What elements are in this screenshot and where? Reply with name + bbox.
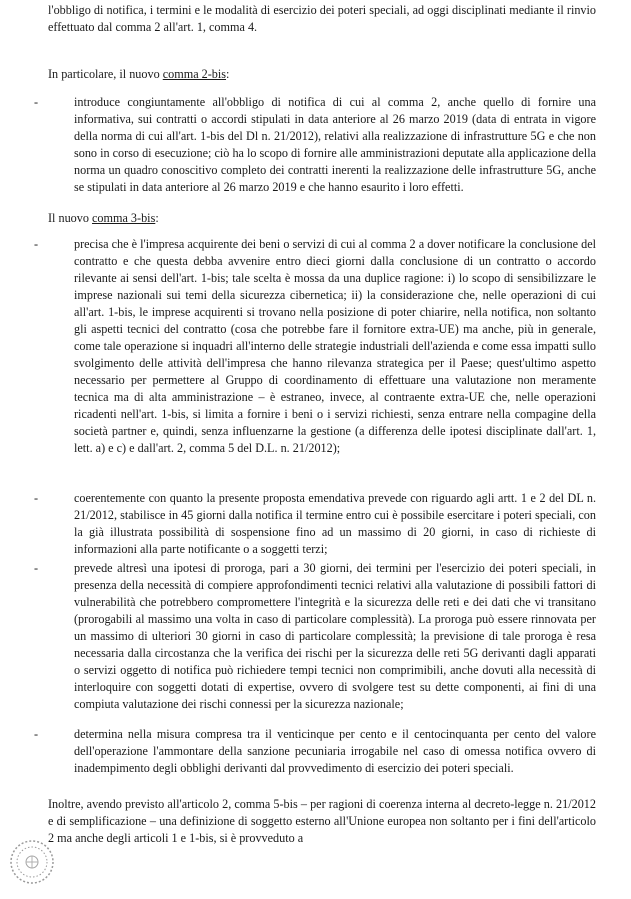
para3-suffix: : (155, 211, 159, 225)
bullet-dash: - (34, 727, 39, 741)
para2-link: comma 2-bis (162, 67, 227, 81)
bullet-dash: - (34, 95, 39, 109)
final-paragraph: Inoltre, avendo previsto all'articolo 2, comma 5-bis – per ragioni di coerenza interna al decreto-legge n. 21/2012 e di semplificazione – una definizione di soggetto esterno all'Unione europea non soltanto per i fini dell'articolo 2 ma anche degli articoli 1 e 1-bis, si è provveduto a (48, 797, 596, 845)
para-comma-3bis (48, 210, 596, 227)
bullet-dash: - (34, 561, 39, 575)
bullet-dash: - (34, 491, 39, 505)
bullet-2-text: precisa che è l'impresa acquirente dei beni o servizi di cui al comma 2 a dover notificare la conclusione del contratto e che questa debba avvenire entro dieci giorni dalla conclusione di un contratto o accordo rilevante ai sensi dell'art. 1-bis; tale scelta è mossa da una duplice ragione: i) lo scopo di sensibilizzare le imprese nazionali sui temi della sicurezza cibernetica; ii) la considerazione che, nelle operazioni di cui all'art. 1-bis, le imprese acquirenti si trovano nella posizione di poter chiarire, nella notifica, non soltanto gli aspetti tecnici del contratto (cosa che potrebbe fare il fornitore extra-UE) ma anche, più in generale, come tale operazione si inquadri all'interno delle strategie industriali dell'azienda e come essa impatti sullo svolgimento delle attività dell'impresa che hanno rilevanza strategica per il Paese; quest'ultimo aspetto necessario per permettere al Gruppo di coordinamento di effettuare una valutazione non meramente tecnica ma di alta amministrazione – è estraneo, invece, al contraente extra-UE che, nelle operazioni ricadenti nell'art. 1-bis, si limita a fornire i beni o i servizi richiesti, senza entrare nella compagine della società partner e, quindi, senza influenzarne la gestione (a differenza delle ipotesi disciplinate dall'art. 1, lett. a) e c) e dall'art. 2, comma 5 del D.L. n. 21/2012); (74, 237, 596, 455)
bullet-dash: - (34, 237, 39, 251)
seal-stamp-icon (8, 838, 56, 886)
bullet-4-text: prevede altresì una ipotesi di proroga, pari a 30 giorni, dei termini per l'esercizio dei poteri speciali, in presenza della necessità di compiere approfondimenti tecnici relativi alla valutazione di possibili fattori di vulnerabilità che potrebbero compromettere l'integrità e la sicurezza delle reti e dei dati che vi transitano (prorogabili al massimo una volta in caso di particolare complessità). La proroga può essere rinnovata per un massimo di ulteriori 30 giorni in caso di particolare complessità; la previsione di tale proroga è resa necessaria dalla circostanza che la verifica dei rischi per la sicurezza delle reti 5G derivanti dagli apparati o servizi oggetto di notifica può richiedere tempi tecnici non comprimibili, anche dovuti alla necessità di interloquire con soggetti dotati di expertise, ovvero di svolgere test su dette componenti, ai fini di una compiuta valutazione dei rischi connessi per la sicurezza nazionale; (74, 561, 596, 711)
bullet-5-text: determina nella misura compresa tra il venticinque per cento e il centocinquanta per cento del valore dell'operazione l'ammontare della sanzione pecuniaria irrogabile nel caso di omessa notifica ovvero di inadempimento degli obblighi derivanti dal provvedimento di esercizio dei poteri speciali. (74, 727, 596, 775)
intro-paragraph: l'obbligo di notifica, i termini e le modalità di esercizio dei poteri speciali, ad oggi disciplinati mediante il rinvio effettuato dal comma 2 all'art. 1, comma 4. (48, 3, 596, 34)
bullet-3-text: coerentemente con quanto la presente proposta emendativa prevede con riguardo agli artt. 1 e 2 del DL n. 21/2012, stabilisce in 45 giorni dalla notifica il termine entro cui è possibile esercitare i poteri speciali, con la già illustrata possibilità di sospensione fino ad un massimo di 20 giorni, in caso di richieste di informazioni alla parte notificante o a soggetti terzi; (74, 491, 596, 556)
para2-prefix: In particolare, il nuovo (48, 67, 163, 81)
para2-suffix: : (226, 67, 230, 81)
bullet-1-text: introduce congiuntamente all'obbligo di notifica di cui al comma 2, anche quello di fornire una informativa, sui contratti o accordi stipulati in data anteriore al 26 marzo 2019 (data di entrata in vigore della norma di cui all'art. 1-bis del Dl n. 21/2012), relativi alla realizzazione di infrastrutture 5G e che non sono in corso di esecuzione; ciò ha lo scopo di fornire alle amministrazioni deputate alla applicazione della norma un quadro conoscitivo completo dei contratti inerenti la realizzazione delle infrastrutture 5G, anche se stipulati in data anteriore al 26 marzo 2019 e che hanno esaurito i loro effetti. (74, 95, 596, 194)
para-comma-2bis (48, 66, 596, 83)
para3-link: comma 3-bis (92, 211, 156, 225)
para3-prefix: Il nuovo (48, 211, 93, 225)
